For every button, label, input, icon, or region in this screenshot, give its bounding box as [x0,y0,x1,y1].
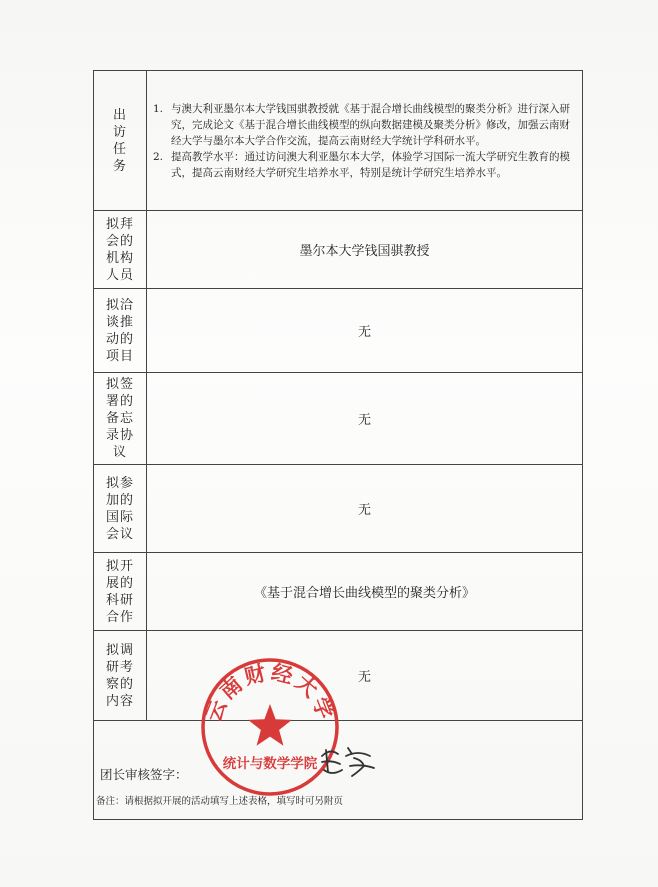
label-task [94,71,147,211]
stamp-inner-text: 统计与数学学院 [222,756,318,772]
row-task [94,71,583,211]
value-conference: 无 [147,465,583,553]
footnote: 备注：请根据拟开展的活动填写上述表格，填写时可另附页 [96,796,344,807]
value-survey: 无 [147,631,583,721]
task-item-2-text: 提高教学水平：通过访问澳大利亚墨尔本大学，体验学习国际一流大学研究生教育的模式，提高云南财经大学研究生培养水平，特别是统计学研究生培养水平。 [171,150,570,179]
label-visit-text: 拟拜会的机构人员 [105,216,134,283]
label-project-text: 拟洽谈推动的项目 [105,297,134,364]
row-research [94,553,583,631]
label-conference-text: 拟参加的国际会议 [105,475,134,542]
label-research-text: 拟开展的科研合作 [105,558,134,625]
value-project: 无 [147,289,583,373]
label-memo [94,373,147,465]
label-survey [94,631,147,721]
label-task-text: 出访任务 [112,107,127,174]
stamp-outer-text: 云南财经大学 [201,660,339,726]
label-project [94,289,147,373]
row-conference [94,465,583,553]
label-memo-text: 拟签署的备忘录协议 [105,377,134,460]
signature-label: 团长审核签字： [100,767,188,782]
handwritten-signature [318,742,380,780]
label-visit [94,211,147,289]
task-item-2 [153,149,574,181]
value-visit: 墨尔本大学钱国骐教授 [147,211,583,289]
label-research [94,553,147,631]
task-list [147,95,582,187]
task-item-1 [153,101,574,149]
task-item-1-text: 与澳大利亚墨尔本大学钱国骐教授就《基于混合增长曲线模型的聚类分析》进行深入研究，完成论文《基于混合增长曲线模型的纵向数据建模及聚类分析》修改，加强云南财经大学与墨尔本大学合作交流，提高云南财经大学统计学科研水平。 [171,102,570,147]
value-research: 《基于混合增长曲线模型的聚类分析》 [147,553,583,631]
stamp-star-icon [248,704,292,746]
value-task [147,71,583,211]
task-item-1-number: 1. [153,102,164,115]
row-memo [94,373,583,465]
value-memo: 无 [147,373,583,465]
label-survey-text: 拟调研考察的内容 [105,642,134,709]
row-visit [94,211,583,289]
label-conference [94,465,147,553]
task-item-2-number: 2. [153,150,164,163]
row-project [94,289,583,373]
